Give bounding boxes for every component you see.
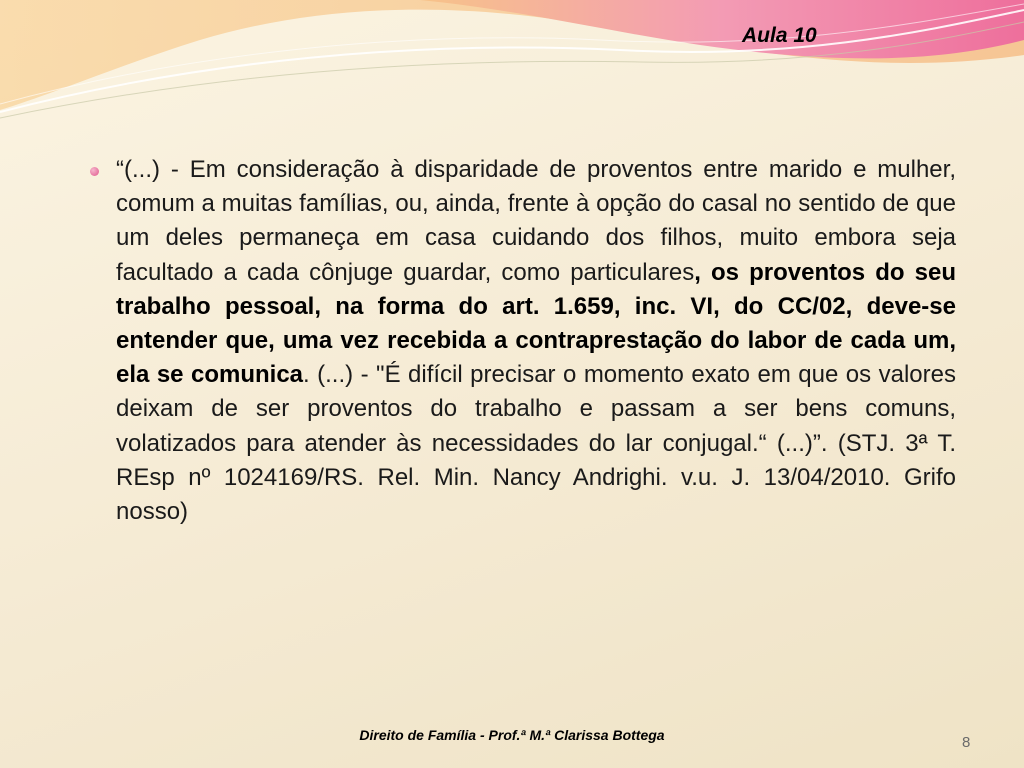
quote-paragraph [116, 153, 956, 529]
bullet-icon [90, 167, 99, 176]
slide-lesson-title: Aula 10 [742, 24, 817, 47]
header-wave-decoration [0, 0, 1024, 130]
quote-text-part-2: . (...) - "É difícil precisar o momento exato em que os valores deixam de ser proventos do trabalho e passam a ser bens comuns, volatizados para atender às necessidades do lar conjugal.“ (...)”. (STJ. 3ª T. REsp nº 1024169/RS. Rel. Min. Nancy Andrighi. v.u. J. 13/04/2010. Grifo nosso) [116, 361, 956, 526]
quote-text-part-1: “(...) - Em consideração à disparidade de proventos entre marido e mulher, comum a muitas famílias, ou, ainda, frente à opção do casal no sentido de que um deles permaneça em casa cuidando dos filhos, muito embora seja facultado a cada cônjuge guardar, como particulares [116, 156, 956, 286]
quote-text-bold: , os proventos do seu trabalho pessoal, na forma do art. 1.659, inc. VI, do CC/02, deve-se entender que, uma vez recebida a contraprestação do labor de cada um, ela se comunica [116, 258, 956, 389]
slide-content [90, 153, 956, 529]
page-number: 8 [962, 734, 971, 751]
footer-text: Direito de Família - Prof.ª M.ª Clarissa Bottega [359, 727, 665, 743]
